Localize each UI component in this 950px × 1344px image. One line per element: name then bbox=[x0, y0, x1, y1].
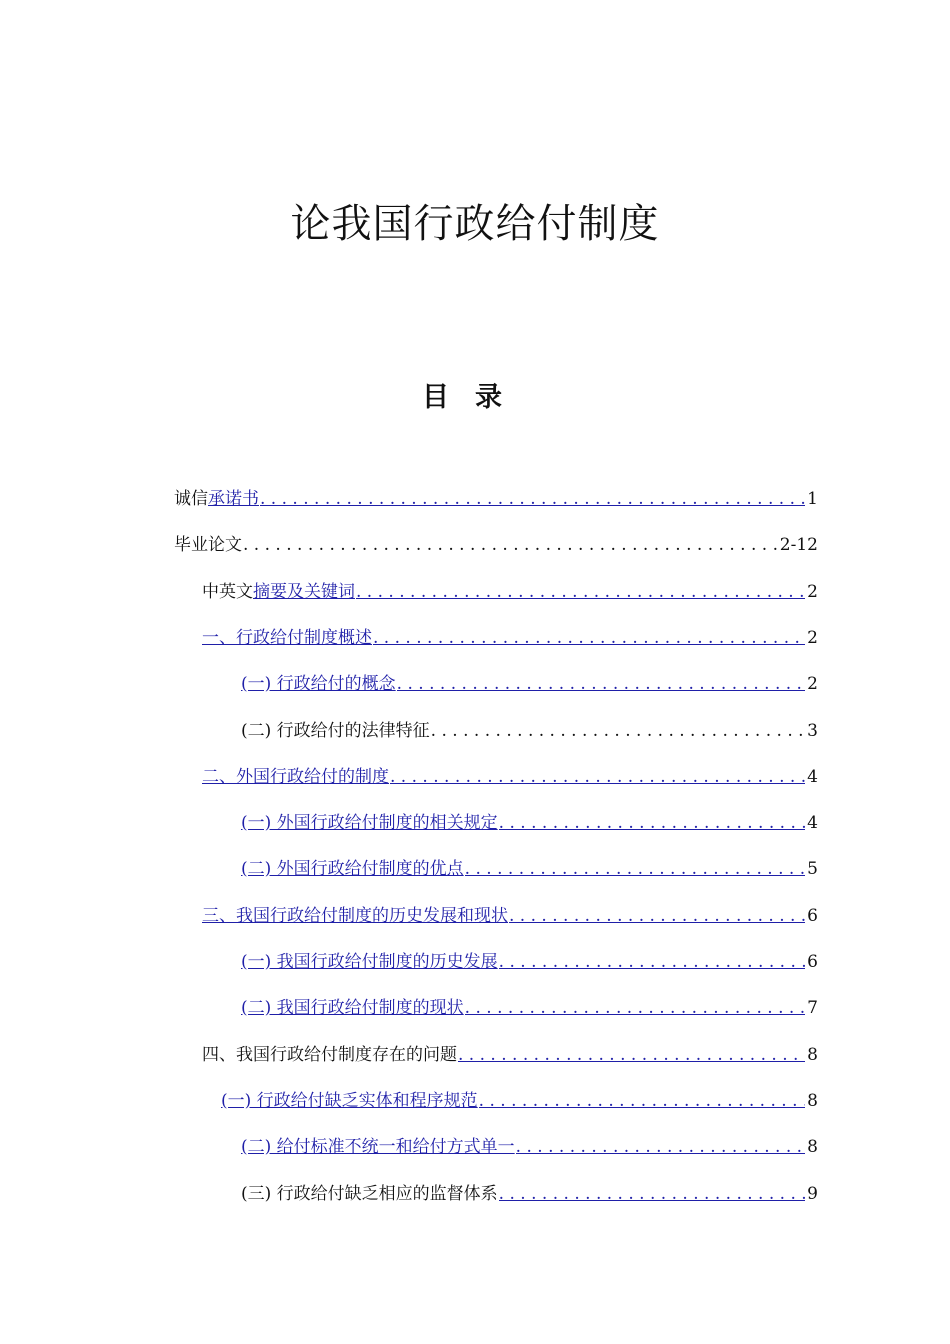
toc-entry[interactable] bbox=[241, 949, 818, 975]
toc-entry[interactable] bbox=[202, 1042, 818, 1068]
toc-leader-dots bbox=[243, 532, 778, 558]
toc-entry-title[interactable]: (二) 给付标准不统一和给付方式单一 bbox=[241, 1137, 515, 1157]
toc-entry[interactable] bbox=[174, 486, 818, 512]
toc-entry-title[interactable]: (一) 行政给付缺乏实体和程序规范 bbox=[221, 1091, 478, 1111]
toc-entry-title[interactable]: (一) 我国行政给付制度的历史发展 bbox=[241, 952, 498, 972]
toc-entry-title: 毕业论文 bbox=[174, 535, 242, 555]
toc-entry-title[interactable]: (二) 我国行政给付制度的现状 bbox=[241, 998, 464, 1018]
toc-leader-dots bbox=[509, 903, 805, 929]
toc-page-number: 8 bbox=[807, 1045, 818, 1065]
toc-leader-dots bbox=[431, 718, 806, 744]
toc-entry[interactable] bbox=[241, 856, 818, 882]
toc-entry[interactable] bbox=[221, 1088, 818, 1114]
toc-entry[interactable] bbox=[174, 532, 818, 558]
toc-page-number: 9 bbox=[807, 1184, 818, 1204]
toc-page-number: 4 bbox=[807, 813, 818, 833]
toc-leader-dots bbox=[465, 856, 806, 882]
toc-entry[interactable] bbox=[241, 995, 818, 1021]
toc-entry[interactable] bbox=[241, 1181, 818, 1207]
toc-page-number: 2 bbox=[807, 582, 818, 602]
toc-page-number: 6 bbox=[807, 952, 818, 972]
toc-page-number: 6 bbox=[807, 906, 818, 926]
toc-entry[interactable] bbox=[202, 625, 818, 651]
toc-entry-title: 诚信 bbox=[174, 489, 208, 509]
toc-page-number: 2 bbox=[807, 674, 818, 694]
toc-page-number: 8 bbox=[807, 1091, 818, 1111]
toc-page-number: 4 bbox=[807, 767, 818, 787]
toc-entry[interactable] bbox=[202, 579, 818, 605]
toc-leader-dots bbox=[373, 625, 805, 651]
toc-entry-title[interactable]: (一) 行政给付的概念 bbox=[241, 674, 396, 694]
toc-entry-title[interactable]: 三、我国行政给付制度的历史发展和现状 bbox=[202, 906, 508, 926]
toc-entry-title[interactable]: 一、行政给付制度概述 bbox=[202, 628, 372, 648]
toc-entry[interactable] bbox=[241, 718, 818, 744]
toc-page-number: 7 bbox=[807, 998, 818, 1018]
toc-entry-title: (二) 行政给付的法律特征 bbox=[241, 721, 430, 741]
toc-entry-title[interactable]: (一) 外国行政给付制度的相关规定 bbox=[241, 813, 498, 833]
toc-entry[interactable] bbox=[241, 810, 818, 836]
toc-entry[interactable] bbox=[202, 764, 818, 790]
toc-page-number: 1 bbox=[807, 489, 818, 509]
toc-leader-dots bbox=[479, 1088, 806, 1114]
toc-page-number: 2-12 bbox=[779, 535, 818, 555]
toc-entry-title: 四、我国行政给付制度存在的问题 bbox=[202, 1045, 457, 1065]
toc-entry-link[interactable]: 摘要及关键词 bbox=[253, 582, 355, 602]
toc-leader-dots bbox=[499, 1181, 806, 1207]
toc-entry-title[interactable]: (二) 外国行政给付制度的优点 bbox=[241, 859, 464, 879]
toc-entry[interactable] bbox=[241, 1134, 818, 1160]
toc-page-number: 2 bbox=[807, 628, 818, 648]
toc-leader-dots bbox=[390, 764, 805, 790]
toc-entry-title: (三) 行政给付缺乏相应的监督体系 bbox=[241, 1184, 498, 1204]
toc-page-number: 3 bbox=[807, 721, 818, 741]
toc-heading: 目录 bbox=[422, 382, 528, 413]
toc-leader-dots bbox=[356, 579, 805, 605]
toc-entry-title: 中英文 bbox=[202, 582, 253, 602]
toc-leader-dots bbox=[458, 1042, 805, 1068]
document-title: 论我国行政给付制度 bbox=[290, 201, 660, 247]
toc-entry[interactable] bbox=[241, 671, 818, 697]
toc-entry-link[interactable]: 承诺书 bbox=[208, 489, 259, 509]
toc-entry[interactable] bbox=[202, 903, 818, 929]
toc-leader-dots bbox=[465, 995, 806, 1021]
toc-leader-dots bbox=[499, 949, 806, 975]
toc-leader-dots bbox=[260, 486, 805, 512]
toc-entry-title[interactable]: 二、外国行政给付的制度 bbox=[202, 767, 389, 787]
toc-page-number: 5 bbox=[807, 859, 818, 879]
toc-leader-dots bbox=[516, 1134, 806, 1160]
toc-leader-dots bbox=[499, 810, 806, 836]
toc-page-number: 8 bbox=[807, 1137, 818, 1157]
toc-leader-dots bbox=[397, 671, 806, 697]
